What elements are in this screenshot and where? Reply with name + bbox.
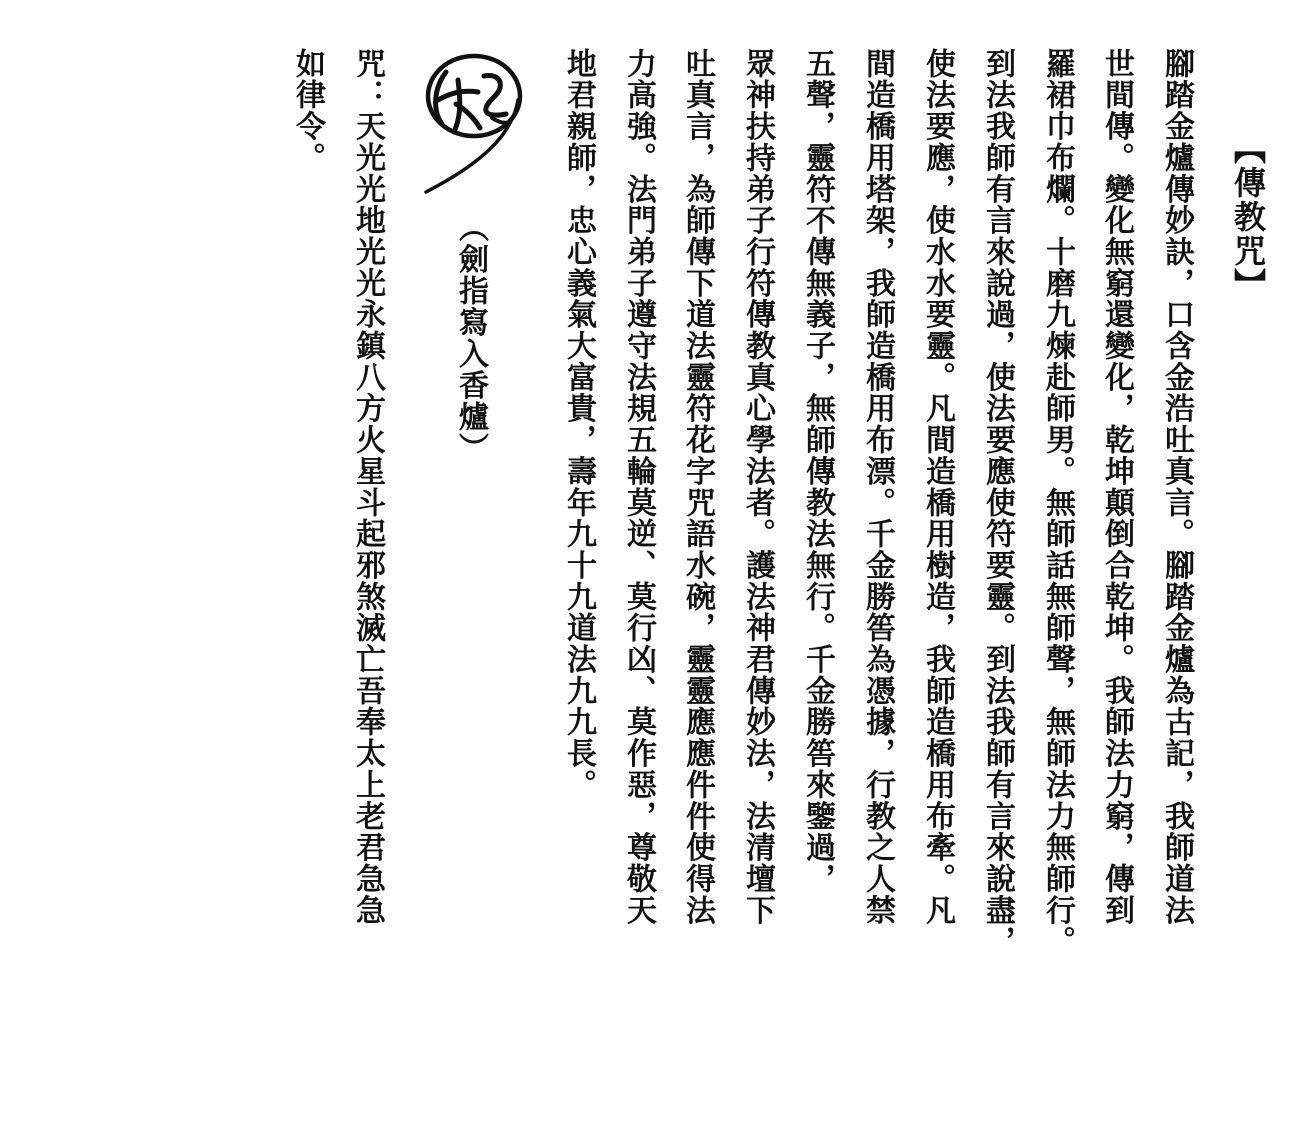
text-column-5: 使法要應，使水水要靈。凡間造橋用樹造，我師造橋用布牽。凡 [920, 48, 955, 926]
text-column-11: 地君親師，忠心義氣大富貴，壽年九十九道法九九長。 [561, 48, 596, 801]
text-column-10: 力高強。法門弟子遵守法規五輪莫逆、莫行凶、莫作惡，尊敬天 [621, 48, 656, 926]
text-column-9: 吐真言，為師傳下道法靈符花字咒語水碗，靈靈應應件件使得法 [680, 48, 715, 926]
text-column-1: 腳踏金爐傳妙訣，口含金浩吐真言。腳踏金爐為古記，我師道法 [1159, 48, 1194, 926]
spell-column-1: 咒：天光光地光光永鎮八方火星斗起邪煞滅亡吾奉太上老君急急 [350, 48, 385, 926]
instruction-note: （劍指寫入香爐） [453, 212, 488, 464]
text-column-6: 間造橋用塔架，我師造橋用布漂。千金勝筶為憑據，行教之人禁 [860, 48, 895, 926]
text-column-2: 世間傳。變化無窮還變化，乾坤顛倒合乾坤。我師法力窮，傳到 [1099, 48, 1134, 926]
spell-column-2: 如律令。 [290, 48, 325, 174]
text-column-3: 羅裙巾布爛。十磨九煉赴師男。無師話無師聲，無師法力無師行。 [1040, 48, 1075, 958]
section-title: 【傳教咒】 [1229, 132, 1267, 302]
text-column-4: 到法我師有言來說過，使法要應使符要靈。到法我師有言來說盡， [980, 48, 1015, 958]
text-column-8: 眾神扶持弟子行符傳教真心學法者。護法神君傳妙法，法清壇下 [740, 48, 775, 926]
talisman-seal-icon [408, 44, 538, 204]
text-column-7: 五聲，靈符不傳無義子，無師傳教法無行。千金勝筶來鑒過， [800, 48, 835, 895]
